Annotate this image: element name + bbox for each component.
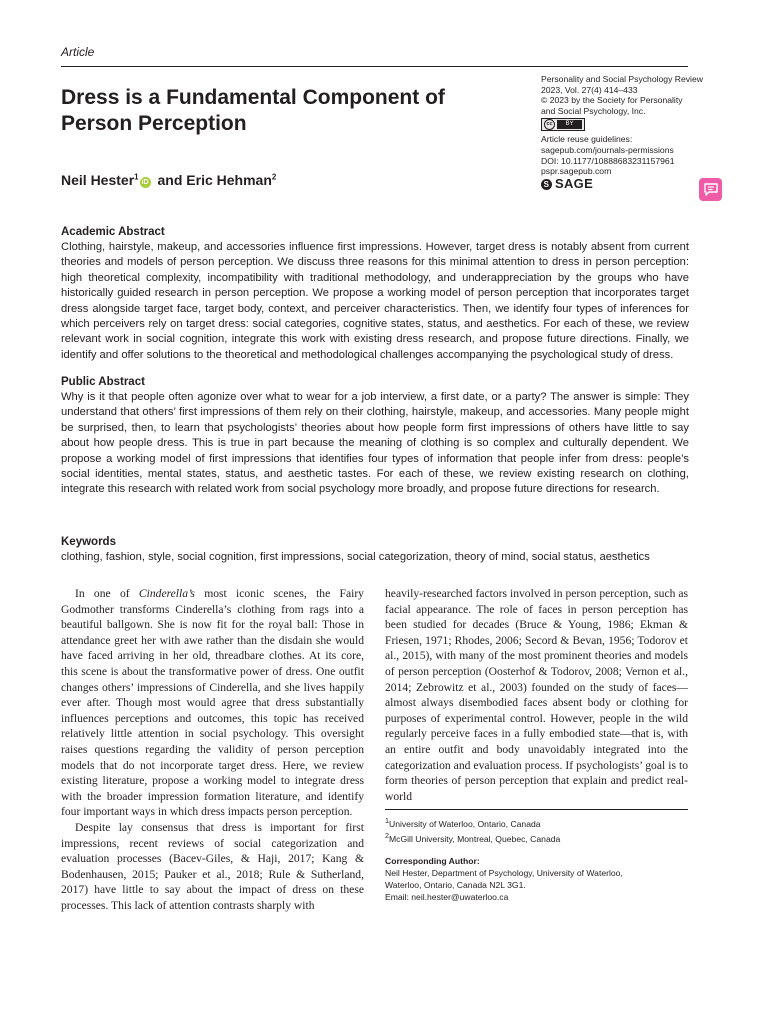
- body-right-column: [385, 586, 688, 804]
- corresponding-author-heading: Corresponding Author:: [385, 855, 480, 866]
- journal-name: Personality and Social Psychology Review: [541, 74, 703, 84]
- p1-italic-title: Cinderella’s: [138, 587, 195, 600]
- author-2[interactable]: and Eric Hehman: [153, 172, 272, 188]
- public-abstract-text: Why is it that people often agonize over what to wear for a job interview, a first date, or a party? The answer is simple: They understand that others’ first impressions of them rely on their clothing, hairstyle, makeup, and accessories. Many people might be surprised, then, to learn that psychologists’ theories about how people form first impressions of others have little to say about how people dress. This is true in part because the meaning of clothing is so complex and culturally dependent. We propose a working model of first impressions that identifies four types of information that people infer from dress: people’s social identities, mental states, status, and aesthetic tastes. For each of these, we review existing research on clothing, integrate this research with related work from social psychology more broadly, and propose future directions for research.: [61, 391, 689, 496]
- corresponding-author-line-1: Neil Hester, Department of Psychology, University of Waterloo,: [385, 867, 623, 878]
- sage-logo-icon: S: [541, 179, 552, 190]
- footnotes: [385, 815, 688, 903]
- copyright-line-1: © 2023 by the Society for Personality: [541, 95, 683, 106]
- body-paragraph-2: Despite lay consensus that dress is important for first impressions, recent reviews of social categorization and evaluation processes (Bacev-Giles, & Haji, 2017; Kang & Bodenhausen, 2015; Pauker et al., 2018; Rule & Sutherland, 2017) have little to say about the impact of dress on these processes. This lack of attention contrasts sharply with: [61, 820, 364, 912]
- article-title: Dress is a Fundamental Component of Person Perception: [61, 86, 445, 135]
- author-1-affiliation: 1: [134, 172, 139, 182]
- cc-by-label: BY: [557, 120, 582, 129]
- academic-abstract-text: Clothing, hairstyle, makeup, and accessories influence first impressions. However, target dress is notably absent from current theories and models of person perception. We discuss three reasons for this minimal attention to dress in person perception: high theoretical complexity, incompatibility with traditional methodology, and underappreciation by the groups who have historically guided research in person perception. We propose a working model of person perception that incorporates target dress alongside target face, target body, context, and perceiver characteristics. Then, we identify four types of inferences for which perceivers rely on target dress: social categories, cognitive states, status, and aesthetics. For each of these, we review relevant work in social cognition, integrate this work with existing dress research, and propose future directions. Finally, we identify and offer solutions to the theoretical and methodological challenges accompanying the psychological study of dress.: [61, 241, 689, 361]
- p1-rest: most iconic scenes, the Fairy Godmother transforms Cinderella’s clothing from rags into a beautiful ballgown. She is now fit for the royal ball: Those in attendance greet her with awe rather than the disdain she would have faced arriving in her old, threadbare clothes. At its core, this scene is about the transformative power of dress. One outfit changes others’ impressions of Cinderella, and she lives happily ever after. Though most would agree that dress substantially influences perceptions and outcomes, this topic has received relatively little attention in social psychology. This oversight raises questions regarding the validity of person perception models that do not incorporate target dress. Here, we review existing literature, propose a working model to integrate dress with the broader impression formation literature, and identify four important ways in which dress impacts person perception.: [61, 587, 364, 819]
- cc-icon: cc: [544, 119, 555, 130]
- reuse-label: Article reuse guidelines:: [541, 134, 633, 145]
- p1-start: In one of: [75, 587, 139, 600]
- affiliation-2: $^2$McGill University, Montreal, Quebec, Canada: [385, 831, 561, 844]
- article-type-label: Article: [61, 45, 95, 59]
- keywords-text: clothing, fashion, style, social cognition, first impressions, social categorization, theory of mind, social status, aesthetics: [61, 551, 650, 563]
- sage-logo: [541, 175, 701, 191]
- author-line: [61, 172, 276, 188]
- corresponding-author-email[interactable]: Email: neil.hester@uwaterloo.ca: [385, 891, 509, 902]
- author-1[interactable]: Neil Hester: [61, 172, 135, 188]
- body-paragraph-1: [61, 586, 364, 820]
- corresponding-author-line-2: Waterloo, Ontario, Canada N2L 3G1.: [385, 879, 526, 890]
- orcid-icon[interactable]: iD: [141, 179, 149, 186]
- journal-site-link[interactable]: pspr.sagepub.com: [541, 166, 612, 177]
- header-rule: [61, 66, 688, 67]
- body-paragraph-3: heavily-researched factors involved in person perception, such as facial appearance. The role of faces in person perception has been studied for decades (Bruce & Young, 1986; Ekman & Friesen, 1971; Rhodes, 2006; Secord & Bevan, 1956; Todorov et al., 2015), with many of the most prominent theories and models of person perception (Oosterhof & Todorov, 2008; Vernon et al., 2014; Zebrowitz et al., 2003) founded on the study of faces—almost always disembodied faces absent body or clothing for purposes of experimental control. However, people in the wild regularly perceive faces in a fully embodied state—that is, with an entire outfit and body unavoidably integrated into the categorization and evaluation process. If psychologists’ goal is to form theories of person perception that explain and predict real-world: [385, 587, 688, 803]
- journal-issue: 2023, Vol. 27(4) 414–433: [541, 84, 638, 95]
- public-abstract-heading: Public Abstract: [61, 376, 145, 388]
- journal-info: [541, 74, 701, 190]
- cc-license-badge[interactable]: [541, 118, 585, 131]
- comment-icon: [704, 183, 718, 196]
- footnote-rule: [385, 809, 688, 810]
- body-left-column: [61, 586, 364, 913]
- academic-abstract-heading: Academic Abstract: [61, 226, 165, 238]
- copyright-line-2: and Social Psychology, Inc.: [541, 105, 646, 116]
- sage-wordmark: SAGE: [555, 175, 594, 191]
- author-2-affiliation: 2: [271, 172, 277, 182]
- doi-link[interactable]: DOI: 10.1177/10888683231157961: [541, 155, 675, 166]
- affiliation-1: $^1$University of Waterloo, Ontario, Canada: [385, 817, 541, 829]
- comment-button[interactable]: [699, 178, 722, 201]
- reuse-link[interactable]: sagepub.com/journals-permissions: [541, 144, 674, 155]
- keywords-heading: Keywords: [61, 536, 116, 548]
